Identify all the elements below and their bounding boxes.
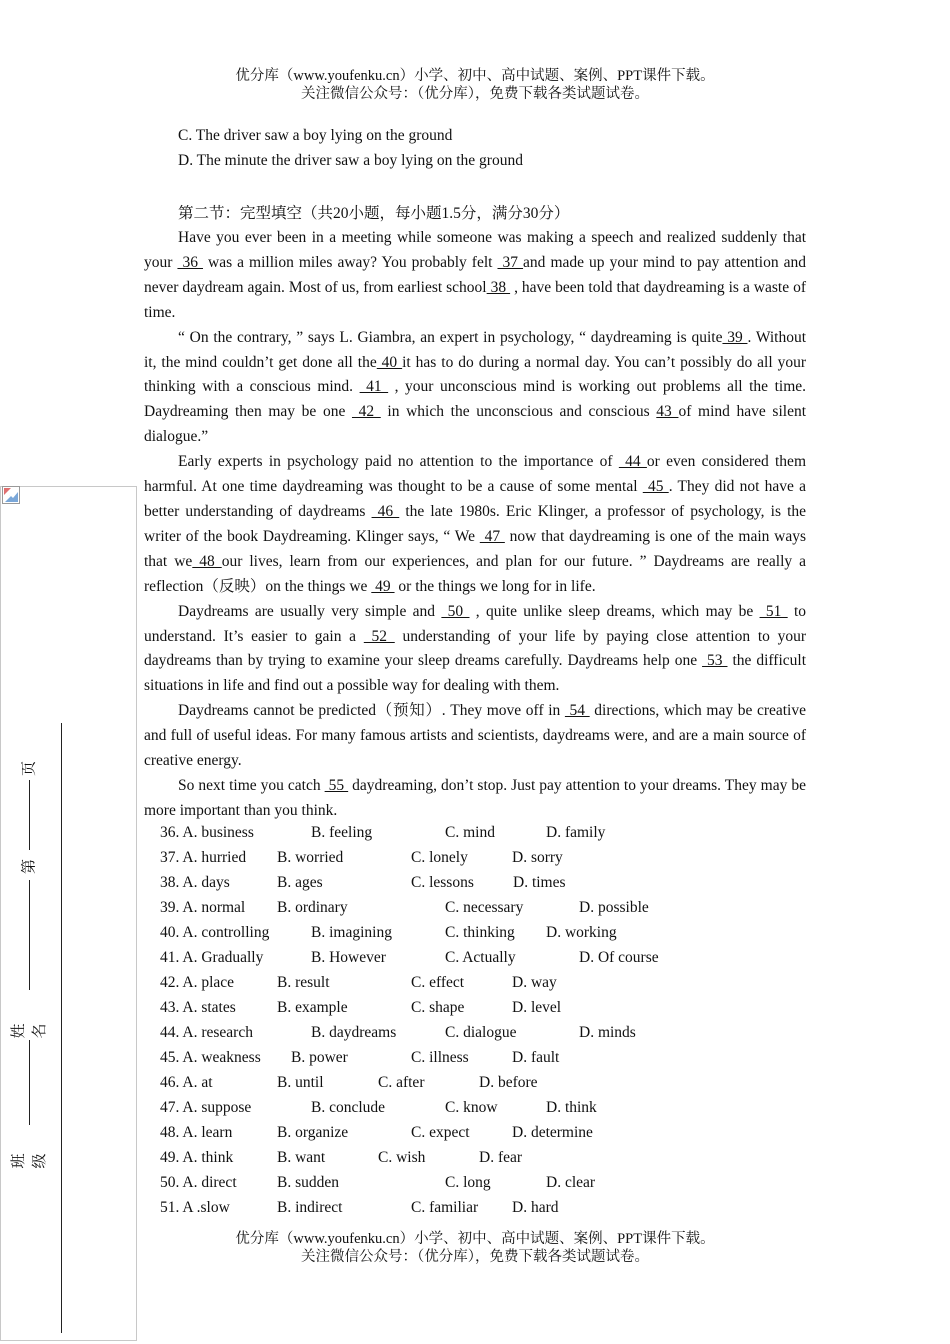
option-b: B. sudden xyxy=(277,1174,339,1191)
text: in which the unconscious and conscious xyxy=(380,403,657,421)
option-c: C. Actually xyxy=(445,949,516,966)
text: , quite unlike sleep dreams, which may be xyxy=(469,602,760,620)
name-label: 姓名 xyxy=(11,1023,48,1039)
option-a: 50. A. direct xyxy=(160,1174,237,1191)
blank-42: 42 xyxy=(351,403,381,421)
page-header xyxy=(0,67,950,103)
option-d: D. clear xyxy=(546,1174,596,1191)
text: , have been told that daydreaming is a waste of time. xyxy=(144,278,806,321)
header-line-2: 关注微信公众号：（优分库），免费下载各类试题试卷。 xyxy=(301,86,649,102)
option-b: B. imagining xyxy=(311,924,392,941)
option-a: 41. A. Gradually xyxy=(160,949,264,966)
option-d: D. determine xyxy=(512,1124,593,1141)
option-b: B. want xyxy=(277,1149,326,1166)
option-c: C. familiar xyxy=(411,1199,479,1216)
option-a: 44. A. research xyxy=(160,1024,253,1041)
option-c: C. shape xyxy=(411,999,465,1016)
text: understanding of your life by paying close attention to your daydreams than by trying to examine your sleep dreams carefully. Daydreams help one xyxy=(144,627,807,670)
option-b: B. power xyxy=(291,1049,348,1066)
page-di-label: 第 xyxy=(21,859,38,875)
page-footer xyxy=(0,1230,950,1266)
prev-option-c: C. The driver saw a boy lying on the ground xyxy=(178,127,453,144)
text: , your unconscious mind is working out problems all the time. Daydreaming then may be one xyxy=(144,378,807,421)
paragraph-5 xyxy=(144,699,806,774)
question-36 xyxy=(160,824,810,849)
option-b: B. conclude xyxy=(311,1099,386,1116)
option-d: D. family xyxy=(546,824,606,841)
option-d: D. working xyxy=(546,924,617,941)
option-b: B. example xyxy=(277,999,348,1016)
option-a: 39. A. normal xyxy=(160,899,246,916)
question-38 xyxy=(160,874,810,899)
text: . They did not have a better understanding of daydreams xyxy=(144,478,806,520)
option-b: B. daydreams xyxy=(311,1024,397,1041)
question-45 xyxy=(160,1049,810,1074)
text: . Without it, the mind couldn’t get done all the xyxy=(144,328,806,371)
question-41 xyxy=(160,949,810,974)
question-48 xyxy=(160,1124,810,1149)
option-d: D. times xyxy=(513,874,566,891)
text: our lives, learn from our experiences, and plan for our future. ” Daydreams are really a reflection（反映）on the things we xyxy=(144,552,806,595)
text: the difficult situations in life and find out a possible way for dealing with them. xyxy=(144,652,806,695)
text: to understand. It’s easier to gain a xyxy=(144,602,807,645)
binding-line xyxy=(61,723,62,1333)
blank-55: 55 xyxy=(324,776,349,794)
question-51 xyxy=(160,1199,810,1224)
blank-51: 51 xyxy=(759,602,788,620)
text: Early experts in psychology paid no attention to the importance of xyxy=(178,453,619,471)
blank-53: 53 xyxy=(702,652,728,670)
option-c: C. know xyxy=(445,1099,498,1116)
text: Have you ever been in a meeting while someone was making a speech and realized suddenly that your xyxy=(144,229,806,271)
text: was a million miles away? You probably felt xyxy=(203,253,498,271)
blank-46: 46 xyxy=(371,502,400,520)
question-50 xyxy=(160,1174,810,1199)
question-44 xyxy=(160,1024,810,1049)
prev-option-d: D. The minute the driver saw a boy lying on the ground xyxy=(178,152,523,169)
blank-47: 47 xyxy=(479,527,505,545)
blank-39: 39 xyxy=(722,328,748,346)
blank-54: 54 xyxy=(564,702,590,720)
option-d: D. fear xyxy=(479,1149,523,1166)
blank-44: 44 xyxy=(618,453,647,471)
option-b: B. until xyxy=(277,1074,324,1091)
text: now that daydreaming is one of the main ways that we xyxy=(144,527,807,570)
page-label: 页 xyxy=(21,761,38,777)
option-b: B. ages xyxy=(277,874,323,891)
option-c: C. effect xyxy=(411,974,465,991)
question-42 xyxy=(160,974,810,999)
header-line-1: 优分库（www.youfenku.cn）小学、初中、高中试题、案例、PPT课件下载。 xyxy=(235,68,715,84)
text: Daydreams are usually very simple and xyxy=(178,602,442,620)
broken-image-icon xyxy=(2,486,20,504)
option-c: C. expect xyxy=(411,1124,470,1141)
blank-49: 49 xyxy=(371,577,395,595)
option-a: 37. A. hurried xyxy=(160,849,247,866)
option-a: 51. A .slow xyxy=(160,1199,230,1216)
option-c: C. illness xyxy=(411,1049,469,1066)
paragraph-1 xyxy=(144,226,806,326)
binding-margin-frame xyxy=(0,486,137,1341)
text: it has to do during a normal day. You can’t possibly do all your thinking with a conscious mind. xyxy=(144,353,807,396)
option-a: 43. A. states xyxy=(160,999,236,1016)
option-c: C. mind xyxy=(445,824,495,841)
footer-line-1: 优分库（www.youfenku.cn）小学、初中、高中试题、案例、PPT课件下载。 xyxy=(235,1231,715,1247)
option-d: D. sorry xyxy=(512,849,563,866)
option-c: C. thinking xyxy=(445,924,515,941)
question-43 xyxy=(160,999,810,1024)
text: “ On the contrary, ” says L. Giambra, an expert in psychology, “ daydreaming is quite xyxy=(178,328,723,346)
option-d: D. minds xyxy=(579,1024,636,1041)
blank-36: 36 xyxy=(177,253,203,271)
blank-52: 52 xyxy=(363,627,395,645)
option-b: B. However xyxy=(311,949,386,966)
option-b: B. feeling xyxy=(311,824,373,841)
option-a: 49. A. think xyxy=(160,1149,234,1166)
option-c: C. long xyxy=(445,1174,491,1191)
option-a: 45. A. weakness xyxy=(160,1049,261,1066)
blank-45: 45 xyxy=(642,478,669,496)
option-d: D. before xyxy=(479,1074,538,1091)
section-title: 第二节：完型填空（共20小题，每小题1.5分，满分30分） xyxy=(178,205,570,222)
option-b: B. organize xyxy=(277,1124,349,1141)
option-c: C. after xyxy=(378,1074,425,1091)
blank-50: 50 xyxy=(441,602,470,620)
paragraph-4 xyxy=(144,600,806,700)
blank-48: 48 xyxy=(192,552,222,570)
text: daydreaming, don’t stop. Just pay attention to your dreams. They may be more important than you think. xyxy=(144,776,806,819)
text: of mind have silent dialogue.” xyxy=(144,403,807,446)
option-d: D. think xyxy=(546,1099,597,1116)
cloze-passage xyxy=(144,226,806,824)
text: or the things we long for in life. xyxy=(394,577,596,595)
question-37 xyxy=(160,849,810,874)
option-b: B. result xyxy=(277,974,330,991)
question-49 xyxy=(160,1149,810,1174)
option-d: D. possible xyxy=(579,899,649,916)
blank-40: 40 xyxy=(376,353,403,371)
option-a: 38. A. days xyxy=(160,874,230,891)
option-a: 36. A. business xyxy=(160,824,254,841)
option-a: 40. A. controlling xyxy=(160,924,270,941)
option-b: B. indirect xyxy=(277,1199,343,1216)
option-d: D. Of course xyxy=(579,949,659,966)
blank-37: 37 xyxy=(497,253,524,271)
blank-38: 38 xyxy=(486,278,511,296)
text: directions, which may be creative and full of useful ideas. For many famous artists and scientists, daydreams were, and are a main source of creative energy. xyxy=(144,702,806,770)
blank-43: 43 xyxy=(656,403,679,421)
text: Daydreams cannot be predicted（预知）. They move off in xyxy=(178,702,565,720)
text: or even considered them harmful. At one time daydreaming was thought to be a cause of some mental xyxy=(144,453,806,496)
option-d: D. fault xyxy=(512,1049,560,1066)
option-b: B. worried xyxy=(277,849,344,866)
blank-41: 41 xyxy=(359,378,389,396)
text: So next time you catch xyxy=(178,776,325,794)
text: and made up your mind to pay attention and never daydream again. Most of us, from earliest school xyxy=(144,253,807,296)
option-b: B. ordinary xyxy=(277,899,348,916)
option-d: D. way xyxy=(512,974,557,991)
paragraph-3 xyxy=(144,450,806,599)
class-underline xyxy=(29,1040,30,1125)
option-c: C. lessons xyxy=(411,874,474,891)
paragraph-6 xyxy=(144,774,806,824)
question-40 xyxy=(160,924,810,949)
footer-line-2: 关注微信公众号：（优分库），免费下载各类试题试卷。 xyxy=(301,1249,649,1265)
option-c: C. lonely xyxy=(411,849,468,866)
question-47 xyxy=(160,1099,810,1124)
option-a: 42. A. place xyxy=(160,974,235,991)
page-number-underline xyxy=(29,780,30,850)
option-c: C. necessary xyxy=(445,899,524,916)
option-c: C. dialogue xyxy=(445,1024,517,1041)
option-a: 47. A. suppose xyxy=(160,1099,252,1116)
paragraph-2 xyxy=(144,326,806,451)
text: the late 1980s. Eric Klinger, a professor of psychology, is the writer of the book Daydreaming. Klinger says, “ We xyxy=(144,502,807,545)
option-a: 46. A. at xyxy=(160,1074,213,1091)
option-d: D. hard xyxy=(512,1199,559,1216)
option-a: 48. A. learn xyxy=(160,1124,233,1141)
name-underline xyxy=(29,880,30,990)
class-label: 班级 xyxy=(11,1153,48,1169)
question-46 xyxy=(160,1074,810,1099)
option-c: C. wish xyxy=(378,1149,426,1166)
option-d: D. level xyxy=(512,999,562,1016)
question-39 xyxy=(160,899,810,924)
